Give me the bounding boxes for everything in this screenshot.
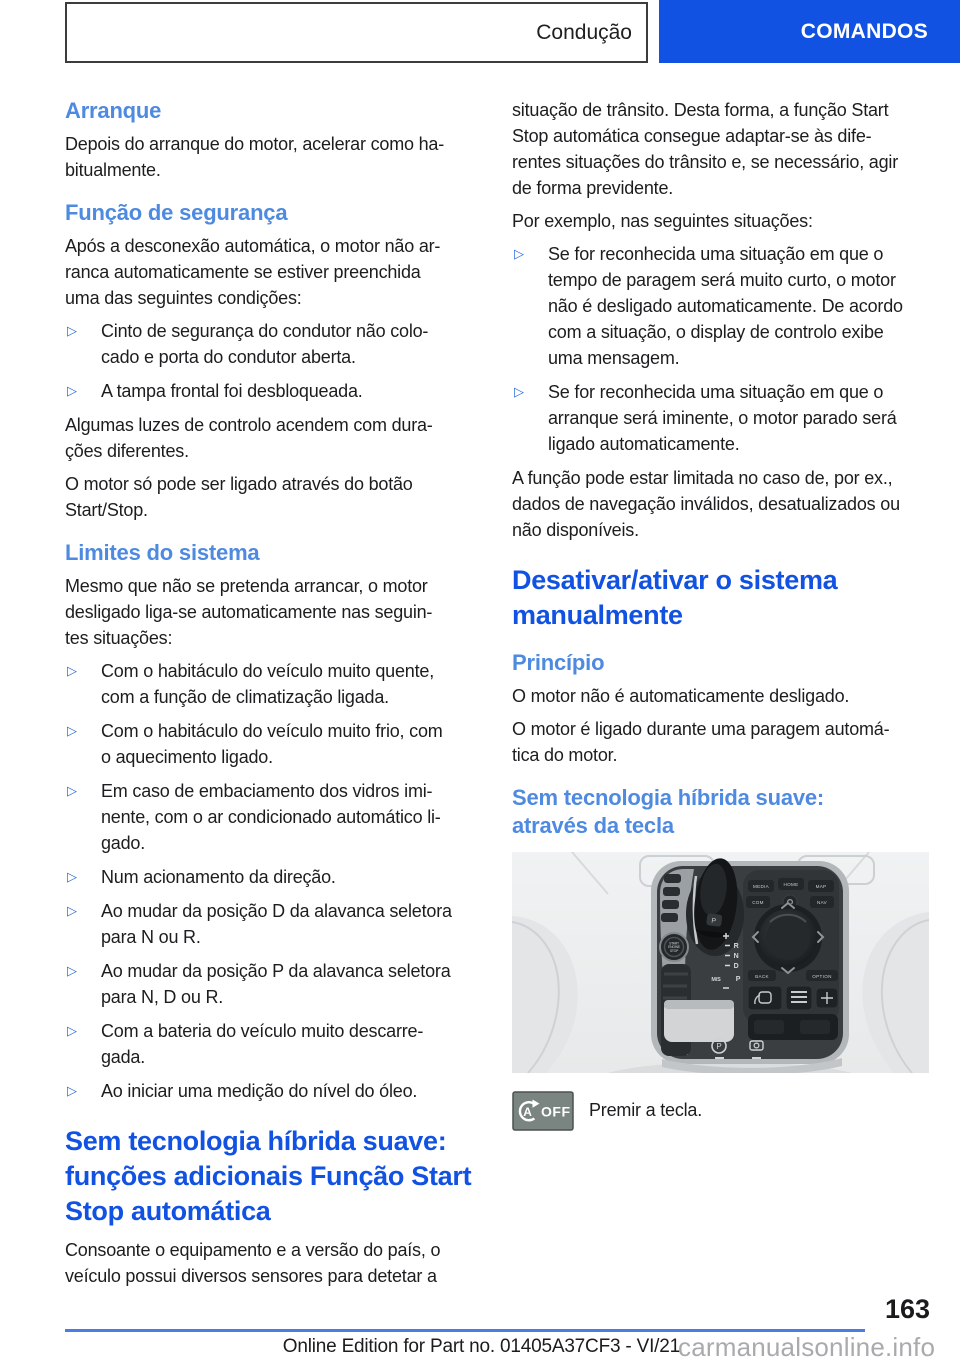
- bullet-triangle-icon: ▷: [67, 783, 77, 798]
- bullet-triangle-icon: ▷: [67, 1083, 77, 1098]
- section-heading: Limites do sistema: [65, 540, 260, 565]
- right-column: [512, 97, 930, 1138]
- paragraph: O motor não é automaticamente desligado.: [512, 686, 850, 706]
- list-item-text: Com a bateria do veículo muito descarre- gada.: [101, 1021, 424, 1067]
- svg-text:BACK: BACK: [755, 974, 769, 979]
- paragraph: O motor é ligado durante uma paragem automá- tica do motor.: [512, 719, 890, 765]
- svg-text:N: N: [733, 953, 739, 960]
- bullet-triangle-icon: ▷: [67, 963, 77, 978]
- bullet-triangle-icon: ▷: [67, 903, 77, 918]
- svg-text:D: D: [733, 963, 739, 970]
- header-section-box: [65, 2, 648, 63]
- figure-console: [512, 852, 929, 1073]
- bullet-triangle-icon: ▷: [67, 869, 77, 884]
- list-item-text: Com o habitáculo do veículo muito quente, com a função de climatização ligada.: [101, 661, 435, 707]
- list-item-text: Ao iniciar uma medição do nível do óleo.: [101, 1081, 418, 1101]
- list-item: [65, 958, 479, 1010]
- list-item: [65, 378, 479, 404]
- watermark: carmanualsonline.info: [678, 1332, 936, 1362]
- paragraph: Por exemplo, nas seguintes situações:: [512, 211, 813, 231]
- section-heading: Princípio: [512, 650, 605, 675]
- edition-note: Online Edition for Part no. 01405A37CF3 - VI/21: [282, 1336, 680, 1357]
- section-heading: Sem tecnologia híbrida suave: funções adicionais Função Start Stop automática: [65, 1126, 472, 1226]
- list-item: [65, 718, 479, 770]
- svg-text:P: P: [716, 1042, 722, 1051]
- list-item: [65, 864, 479, 890]
- bullet-triangle-icon: ▷: [67, 323, 77, 338]
- console-photo-illustration: [512, 852, 929, 1073]
- section-heading: Sem tecnologia híbrida suave: através da tecla: [512, 785, 825, 838]
- bullet-triangle-icon: ▷: [514, 384, 524, 399]
- list-item-text: Em caso de embaciamento dos vidros imi- nente, com o ar condicionado automático li- gado.: [101, 781, 441, 853]
- list-item-text: Cinto de segurança do condutor não colo- cado e porta do condutor aberta.: [101, 321, 429, 367]
- bullet-triangle-icon: ▷: [514, 246, 524, 261]
- svg-text:START: START: [669, 941, 679, 946]
- list-item: [65, 1078, 479, 1104]
- key-caption: Premir a tecla.: [589, 1100, 703, 1120]
- list-item: [65, 318, 479, 370]
- list-item-text: Com o habitáculo do veículo muito frio, com o aquecimento ligado.: [101, 721, 443, 767]
- svg-text:MAP: MAP: [815, 884, 827, 889]
- list-item-text: Ao mudar da posição P da alavanca seletora para N, D ou R.: [101, 961, 451, 1007]
- svg-text:P: P: [735, 976, 741, 983]
- header-section-label: Condução: [536, 20, 632, 44]
- paragraph: Algumas luzes de controlo acendem com dura- ções diferentes.: [65, 415, 433, 461]
- header-chapter-label: COMANDOS: [800, 19, 928, 43]
- svg-text:OPTION: OPTION: [812, 974, 832, 979]
- section-heading: Arranque: [65, 98, 162, 123]
- list-item: [65, 778, 479, 856]
- svg-text:A: A: [523, 1105, 532, 1119]
- list-item-text: Ao mudar da posição D da alavanca seletora para N ou R.: [101, 901, 452, 947]
- svg-text:ENGINE: ENGINE: [668, 945, 680, 950]
- paragraph: A função pode estar limitada no caso de, por ex., dados de navegação inválidos, desatualizados ou não disponíveis.: [512, 468, 900, 540]
- paragraph: Depois do arranque do motor, acelerar como ha- bitualmente.: [65, 134, 445, 180]
- list-item: [65, 1018, 479, 1070]
- svg-text:COM: COM: [752, 900, 764, 905]
- svg-text:M/S: M/S: [711, 977, 721, 983]
- header-chapter-box: [659, 0, 960, 63]
- svg-text:MEDIA: MEDIA: [752, 884, 770, 889]
- svg-text:NAV: NAV: [816, 900, 828, 905]
- svg-text:OFF: OFF: [541, 1103, 571, 1120]
- auto-start-stop-off-key-icon: [512, 1091, 574, 1138]
- bullet-triangle-icon: ▷: [67, 723, 77, 738]
- paragraph: O motor só pode ser ligado através do botão Start/Stop.: [65, 474, 413, 520]
- paragraph: Mesmo que não se pretenda arrancar, o motor desligado liga-se automaticamente nas seguin- tes situações:: [65, 576, 433, 648]
- bullet-triangle-icon: ▷: [67, 1023, 77, 1038]
- list-item-text: Num acionamento da direção.: [101, 867, 336, 887]
- page-number: 163: [884, 1294, 930, 1324]
- list-item: [65, 658, 479, 710]
- svg-text:R: R: [733, 943, 739, 950]
- paragraph: situação de trânsito. Desta forma, a função Start Stop automática consegue adaptar-se às dife- rentes situações do trânsito e, se necessário, agir de forma previdente.: [512, 100, 899, 198]
- left-column: [65, 97, 479, 1296]
- svg-text:STOP: STOP: [669, 948, 679, 953]
- paragraph: Após a desconexão automática, o motor não ar- ranca automaticamente se estiver preenchida uma das seguintes condições:: [65, 236, 441, 308]
- bullet-triangle-icon: ▷: [67, 663, 77, 678]
- list-item: [65, 898, 479, 950]
- section-heading: Função de segurança: [65, 200, 288, 225]
- paragraph: Consoante o equipamento e a versão do país, o veículo possui diversos sensores para detetar a: [65, 1240, 441, 1286]
- svg-text:HOME: HOME: [783, 882, 799, 887]
- list-item-text: Se for reconhecida uma situação em que o arranque será iminente, o motor parado será ligado automaticamente.: [548, 382, 897, 454]
- bullet-triangle-icon: ▷: [67, 383, 77, 398]
- list-item-text: Se for reconhecida uma situação em que o tempo de paragem será muito curto, o motor não é desligado automaticamente. De acordo com a situação, o display de controlo exibe uma mensagem.: [548, 244, 903, 368]
- list-item: [512, 379, 930, 457]
- section-heading: Desativar/ativar o sistema manualmente: [512, 565, 838, 630]
- list-item: [512, 241, 930, 371]
- key-instruction-row: [512, 1091, 930, 1138]
- svg-text:P: P: [710, 917, 717, 926]
- list-item-text: A tampa frontal foi desbloqueada.: [101, 381, 363, 401]
